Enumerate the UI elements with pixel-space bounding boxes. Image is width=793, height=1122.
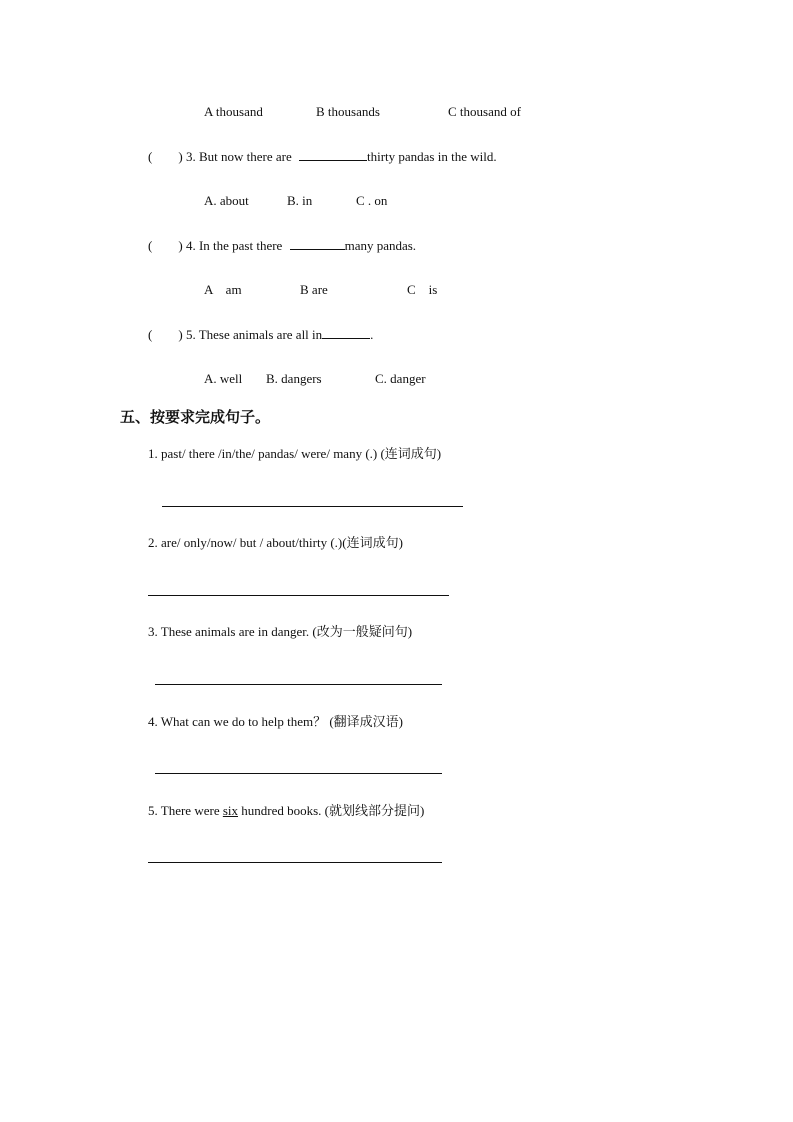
task-4-answer-line[interactable] (155, 773, 442, 774)
q4-question (148, 237, 416, 254)
task-4: 4. What can we do to help them？ (翻译成汉语) (148, 714, 404, 729)
q4-text-after: many pandas. (344, 238, 417, 253)
task-2: 2. are/ only/now/ but / about/thirty (.)(连词成句) (148, 535, 403, 550)
task-5-answer-line[interactable] (148, 862, 442, 863)
q3-text-before: 3. But now there are (185, 149, 292, 164)
q2-option-a: A thousand (204, 104, 263, 119)
q4-text-before: 4. In the past there (185, 238, 283, 253)
section-title: 五、按要求完成句子。 (120, 408, 271, 426)
q5-option-b: B. dangers (266, 371, 322, 386)
q5-question (148, 326, 373, 343)
answer-paren-open: ( (148, 327, 153, 342)
answer-paren-open: ( (148, 149, 153, 164)
q5-option-c: C. danger (375, 371, 426, 386)
task-5-text-after: hundred books. (就划线部分提问) (238, 803, 425, 818)
answer-paren-close: ) (178, 327, 183, 342)
q3-option-b: B. in (287, 193, 313, 208)
q3-text-after: thirty pandas in the wild. (366, 149, 497, 164)
task-1: 1. past/ there /in/the/ pandas/ were/ many (.) (连词成句) (148, 446, 442, 461)
answer-paren-close: ) (178, 238, 183, 253)
q4-option-b: B are (300, 282, 328, 297)
q3-option-a: A. about (204, 193, 249, 208)
q2-option-b: B thousands (316, 104, 380, 119)
task-5 (148, 803, 424, 819)
task-3: 3. These animals are in danger. (改为一般疑问句) (148, 624, 413, 639)
q4-blank[interactable] (290, 237, 345, 250)
q4-option-a: A am (204, 282, 242, 297)
q2-option-c: C thousand of (448, 104, 521, 119)
task-2-answer-line[interactable] (148, 595, 449, 596)
q3-question (148, 148, 497, 165)
task-5-underlined-word: six (222, 803, 239, 818)
task-3-answer-line[interactable] (155, 684, 442, 685)
answer-paren-open: ( (148, 238, 153, 253)
task-5-text-before: 5. There were (148, 803, 223, 818)
task-1-answer-line[interactable] (162, 506, 463, 507)
q5-option-a: A. well (204, 371, 243, 386)
q5-blank[interactable] (322, 326, 370, 339)
answer-paren-close: ) (178, 149, 183, 164)
q5-text-after: . (370, 327, 374, 342)
q3-option-c: C . on (356, 193, 388, 208)
q3-blank[interactable] (299, 148, 367, 161)
q5-text-before: 5. These animals are all in (185, 327, 323, 342)
q4-option-c: C is (407, 282, 438, 297)
